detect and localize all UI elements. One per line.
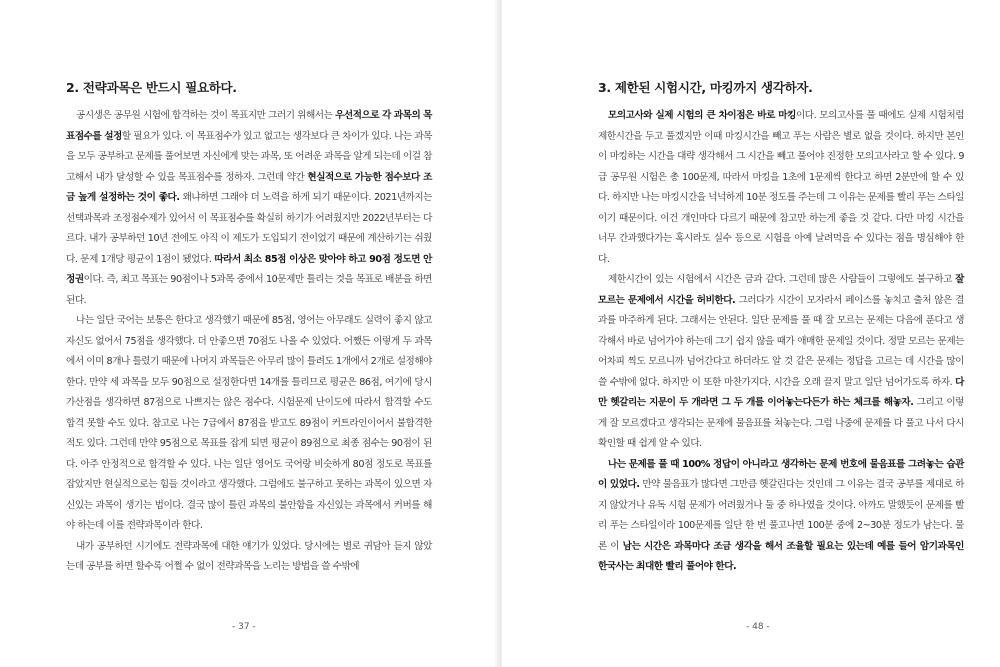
- emphasis-text: 따라서 최소 85점 이상은 맞아야 하고 90점 정도면 안정권: [66, 253, 432, 285]
- emphasis-text: 우선적으로 각 과목의 목표점수를 설정: [66, 110, 432, 142]
- right-paragraph-1: [598, 106, 964, 270]
- right-paragraph-2: [598, 270, 964, 455]
- page-number-left: - 37 -: [232, 622, 256, 632]
- text-span: 그러다가 시간이 모자라서 페이스를 놓치고 출처 않은 결과를 마주하게 된다. 그래서는 안된다. 일단 문제를 풀 때 잘 모르는 문제는 다음에 푼다고 생각해서 바로 넘어가야 하는데 그기 쉽지 않을 때가 애매한 문제일 것이다. 정말 모르는 문제는 어차피 찍도 모르니까 넘어간다고 하더라도 알 것 같은 문제는 정답을 고르는 데 시간을 많이 쓸 수밖에 없다. 하지만 이 또한 마찬가지다. 시간을 오래 끌지 말고 일단 넘어가도록 하자.: [598, 294, 964, 388]
- section-title-right: 3. 제한된 시험시간, 마킹까지 생각하자.: [598, 80, 813, 95]
- text-span: 이다. 모의고사를 풀 때에도 실제 시험처럼 제한시간을 두고 풀겠지만 이때 마킹시간을 빼고 푸는 사람은 별로 없을 것이다. 하지만 본인이 마킹하는 시간을 대략 생각해서 그 시간을 빼고 풀어야 진정한 모의고사라고 할 수 있다. 9급 공무원 시험은 총 100문제, 따라서 마킹을 1초에 1문제씩 한다고 하면 2분만에 할 수 있다. 하지만 나는 마킹시간을 넉넉하게 10분 정도를 주는데 그 이유는 문제를 빨리 푸는 스타일이기 때문이다. 이건 개인마다 다르기 때문에 참고만 하는게 좋을 것 같다. 다만 마킹 시간을 너무 간과했다가는 혹시라도 실수 등으로 시험을 아예 날려먹을 수 있다는 점을 명심해야 한다.: [598, 110, 965, 265]
- left-paragraph-2: 나는 일단 국어는 보통은 한다고 생각했기 때문에 85점, 영어는 아무래도 실력이 좋지 않고 자신도 없어서 75점을 생각했다. 더 안좋으면 70점도 나올 수 있었다. 어쨌든 이렇게 두 과목에서 이미 8개나 틀렸기 때문에 나머지 과목들은 아무리 많이 틀려도 1개에서 2개로 설정해야 한다. 만약 세 과목을 모두 90점으로 설정한다면 14개를 틀리므로 평균은 86점, 여기에 당시 가산점을 생각하면 87점으로 나쁘지는 않은 점수다. 시험문제 난이도에 따라서 합격할 수도 합격 못할 수도 있다. 참고로 나는 7급에서 87점을 받고도 89점이 커트라인이어서 불합격한 적도 있다. 그런데 만약 95점으로 목표를 잡게 되면 평균이 89점으로 최종 점수는 90점이 된다. 아주 안정적으로 합격할 수 있다. 나는 일단 영어도 국어랑 비슷하게 80점 정도로 목표를 잡았지만 현실적으로는 힘들 것이라고 생각했다. 그럼에도 불구하고 못하는 과목이 있으면 자신있는 과목이 생기는 법이다. 결국 많이 틀린 과목의 불안함을 자신있는 과목에서 커버를 해야 하는데 이를 전략과목이라 한다.: [66, 315, 432, 531]
- emphasis-text: 잘 모르는 문제에서 시간을 허비한다.: [598, 274, 964, 306]
- right-paragraph-3: [598, 455, 964, 578]
- emphasis-text: 나는 문제를 풀 때 100% 정답이 아니라고 생각하는 문제 번호에 물음표를 그려놓는 습관이 있었다.: [598, 458, 964, 490]
- right-page: [502, 0, 1000, 667]
- emphasis-text: 남는 시간은 과목마다 조금 생각을 해서 조율할 필요는 있는데 예를 들어 암기과목인 한국사는 최대한 빨리 풀어야 한다.: [598, 540, 964, 572]
- text-span: 이다. 즉, 최고 목표는 90점이나 5과목 중에서 10문제만 틀리는 것을 목표로 배분을 하면 된다.: [66, 274, 432, 306]
- left-page: [0, 0, 498, 667]
- text-span: 할 필요가 있다. 이 목표점수가 있고 없고는 생각보다 큰 차이가 있다. 나는 과목을 모두 공부하고 문제를 풀어보면 자신에게 맞는 과목, 또 어려운 과목을 알게 되는데 이걸 참고해서 내가 달성할 수 있을 목표점수를 정하자. 그런데 약간: [66, 130, 432, 183]
- text-span: 왜냐하면 그래야 더 노력을 하게 되기 때문이다. 2021년까지는 선택과목과 조정점수제가 있어서 이 목표점수를 확실히 하기가 어려웠지만 2022년부터는 다르다. 내가 공부하던 10년 전에도 아직 이 제도가 도입되기 전이었기 때문에 계산하기는 쉬웠다. 문제 1개당 평균이 1점이 됐었다.: [66, 192, 432, 265]
- text-span: 만약 물음표가 많다면 그만큼 헷갈린다는 것인데 그 이유는 결국 공부를 제대로 하지 않았거나 유독 시험 문제가 어려웠거나 둘 중 하나였을 것이다. 아까도 말했듯이 문제를 빨리 푸는 스타일이라 100문제를 일단 한 번 풀고나면 100분 중에 2~30분 정도가 남는다. 물론 이: [598, 479, 964, 552]
- left-paragraph-1: [66, 106, 432, 311]
- left-body-text: [66, 106, 432, 578]
- right-body-text: [598, 106, 964, 578]
- text-span: 제한시간이 있는 시험에서 시간은 금과 같다. 그런데 많은 사람들이 그렇에도 불구하고: [608, 274, 956, 285]
- emphasis-text: 다만 헷갈리는 지문이 두 개라면 그 두 개를 이어놓는다든가 하는 체크를 해놓자.: [598, 376, 964, 408]
- text-span: 그리고 이렇게 잘 모르겠다고 생각되는 문제에 물음표를 쳐놓는다. 그럼 나중에 문제를 다 풀고 나서 다시 확인할 때 쉽게 알 수 있다.: [598, 397, 964, 449]
- text-span: 공시생은 공무원 시험에 합격하는 것이 목표지만 그러기 위해서는: [76, 110, 336, 121]
- section-title-left: 2. 전략과목은 반드시 필요하다.: [66, 80, 237, 95]
- left-paragraph-3: 내가 공부하던 시기에도 전략과목에 대한 얘기가 있었다. 당시에는 별로 귀담아 듣지 않았는데 공부를 하면 할수록 어쩔 수 없이 전략과목을 노리는 방법을 쓸 수밖에: [66, 540, 432, 572]
- emphasis-text: 모의고사와 실제 시험의 큰 차이점은 바로 마킹: [608, 110, 796, 121]
- emphasis-text: 현실적으로 가능한 점수보다 조금 높게 설정하는 것이 좋다.: [66, 171, 432, 203]
- page-number-right: - 48 -: [746, 622, 770, 632]
